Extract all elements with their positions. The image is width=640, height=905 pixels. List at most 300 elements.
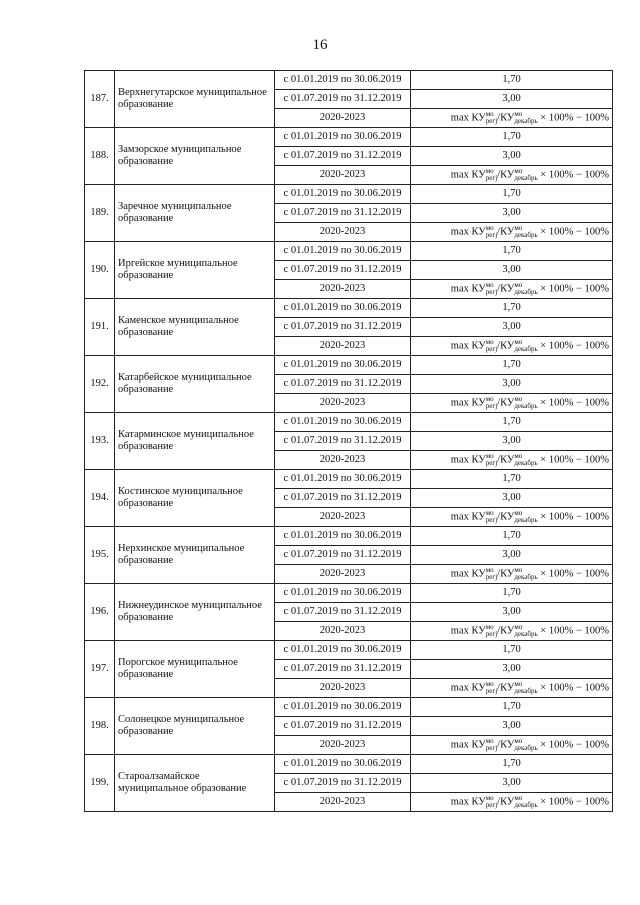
formula-sup-1: мо	[485, 566, 494, 574]
cell-v1: 1,70	[502, 644, 521, 655]
formula-sub-2: декабрь	[514, 288, 538, 296]
cell-v2: 3,00	[502, 663, 521, 674]
cell-name: Нерхинское муниципальное образование	[118, 543, 245, 566]
formula-sup-2: мо	[514, 395, 523, 403]
cell-name: Костинское муниципальное образование	[118, 486, 243, 509]
formula-index-1	[486, 681, 497, 695]
row-number	[85, 527, 115, 584]
formula-cell	[411, 679, 613, 698]
period-first-half	[275, 71, 411, 90]
formula-index-2	[514, 396, 537, 410]
formula-index-2	[514, 510, 537, 524]
formula-suffix: × 100% − 100%	[537, 511, 609, 523]
formula-suffix: × 100% − 100%	[537, 226, 609, 238]
formula-sub-1: регj	[485, 744, 498, 752]
cell-num: 199.	[90, 777, 109, 788]
value-second-half	[411, 318, 613, 337]
row-number	[85, 71, 115, 128]
formula-suffix: × 100% − 100%	[537, 340, 609, 352]
formula-sup-2: мо	[514, 167, 523, 175]
table-row	[85, 641, 613, 660]
cell-v1: 1,70	[502, 416, 521, 427]
period-second-half	[275, 717, 411, 736]
period-second-half	[275, 375, 411, 394]
formula-cell	[411, 565, 613, 584]
formula-index-1	[486, 282, 497, 296]
period-2020-2023	[275, 679, 411, 698]
cell-p3: 2020-2023	[319, 625, 366, 636]
formula-prefix: max КУ	[450, 739, 486, 751]
cell-p1: с 01.01.2019 по 30.06.2019	[283, 473, 402, 484]
formula-sub-2: декабрь	[514, 117, 538, 125]
formula-index-1	[486, 567, 497, 581]
formula-sub-2: декабрь	[514, 630, 538, 638]
municipality-name	[115, 242, 275, 299]
cell-p3: 2020-2023	[319, 739, 366, 750]
formula-prefix: max КУ	[450, 169, 486, 181]
formula-slash: /КУ	[497, 511, 515, 523]
formula-index-2	[514, 339, 537, 353]
formula-sub-2: декабрь	[514, 744, 538, 752]
value-first-half	[411, 527, 613, 546]
cell-p2: с 01.07.2019 по 31.12.2019	[283, 777, 402, 788]
cell-p2: с 01.07.2019 по 31.12.2019	[283, 606, 402, 617]
row-number	[85, 755, 115, 812]
cell-v1: 1,70	[502, 359, 521, 370]
row-number	[85, 698, 115, 755]
cell-num: 187.	[90, 93, 109, 104]
tariff-table-body	[85, 71, 613, 812]
formula-suffix: × 100% − 100%	[537, 169, 609, 181]
municipality-name	[115, 584, 275, 641]
formula-cell	[411, 337, 613, 356]
row-number	[85, 299, 115, 356]
period-second-half	[275, 204, 411, 223]
cell-name: Порогское муниципальное образование	[118, 657, 238, 680]
formula-suffix: × 100% − 100%	[537, 454, 609, 466]
municipality-name	[115, 71, 275, 128]
formula-sup-1: мо	[485, 623, 494, 631]
formula-sup-1: мо	[485, 110, 494, 118]
formula-index-1	[486, 168, 497, 182]
formula-index-2	[514, 795, 537, 809]
formula-sub-1: регj	[485, 402, 498, 410]
formula-slash: /КУ	[497, 112, 515, 124]
row-number	[85, 584, 115, 641]
formula-sup-1: мо	[485, 395, 494, 403]
formula-prefix: max КУ	[450, 796, 486, 808]
value-second-half	[411, 90, 613, 109]
formula-suffix: × 100% − 100%	[537, 397, 609, 409]
period-second-half	[275, 261, 411, 280]
formula-sub-1: регj	[485, 801, 498, 809]
value-first-half	[411, 641, 613, 660]
period-2020-2023	[275, 166, 411, 185]
cell-p2: с 01.07.2019 по 31.12.2019	[283, 435, 402, 446]
value-first-half	[411, 299, 613, 318]
formula-suffix: × 100% − 100%	[537, 625, 609, 637]
cell-v2: 3,00	[502, 492, 521, 503]
table-row	[85, 755, 613, 774]
table-row	[85, 698, 613, 717]
period-2020-2023	[275, 565, 411, 584]
cell-num: 198.	[90, 720, 109, 731]
municipality-name	[115, 698, 275, 755]
period-first-half	[275, 470, 411, 489]
formula-slash: /КУ	[497, 283, 515, 295]
period-2020-2023	[275, 337, 411, 356]
period-first-half	[275, 299, 411, 318]
tariff-table	[84, 70, 613, 812]
cell-p1: с 01.01.2019 по 30.06.2019	[283, 416, 402, 427]
period-2020-2023	[275, 622, 411, 641]
formula-suffix: × 100% − 100%	[537, 682, 609, 694]
row-number	[85, 242, 115, 299]
formula-suffix: × 100% − 100%	[537, 568, 609, 580]
formula-sub-2: декабрь	[514, 174, 538, 182]
cell-p3: 2020-2023	[319, 169, 366, 180]
cell-v2: 3,00	[502, 606, 521, 617]
cell-v2: 3,00	[502, 549, 521, 560]
formula-cell	[411, 223, 613, 242]
cell-p3: 2020-2023	[319, 796, 366, 807]
cell-p1: с 01.01.2019 по 30.06.2019	[283, 302, 402, 313]
cell-v1: 1,70	[502, 245, 521, 256]
formula-prefix: max КУ	[450, 454, 486, 466]
formula-sub-1: регj	[485, 573, 498, 581]
formula-sub-2: декабрь	[514, 231, 538, 239]
formula-sub-2: декабрь	[514, 345, 538, 353]
formula-cell	[411, 793, 613, 812]
formula-sub-2: декабрь	[514, 801, 538, 809]
formula-prefix: max КУ	[450, 511, 486, 523]
formula-sub-2: декабрь	[514, 459, 538, 467]
municipality-name	[115, 185, 275, 242]
formula-slash: /КУ	[497, 739, 515, 751]
formula-index-1	[486, 795, 497, 809]
formula-index-2	[514, 168, 537, 182]
value-second-half	[411, 717, 613, 736]
formula-index-1	[486, 111, 497, 125]
formula-index-1	[486, 396, 497, 410]
period-second-half	[275, 318, 411, 337]
table-row	[85, 299, 613, 318]
value-first-half	[411, 698, 613, 717]
formula-sup-1: мо	[485, 338, 494, 346]
formula-prefix: max КУ	[450, 283, 486, 295]
formula-slash: /КУ	[497, 796, 515, 808]
value-second-half	[411, 603, 613, 622]
formula-prefix: max КУ	[450, 568, 486, 580]
cell-p2: с 01.07.2019 по 31.12.2019	[283, 720, 402, 731]
formula-slash: /КУ	[497, 454, 515, 466]
page-number: 16	[312, 37, 328, 53]
value-first-half	[411, 755, 613, 774]
formula-sup-1: мо	[485, 167, 494, 175]
cell-p1: с 01.01.2019 по 30.06.2019	[283, 245, 402, 256]
cell-v2: 3,00	[502, 777, 521, 788]
cell-p2: с 01.07.2019 по 31.12.2019	[283, 93, 402, 104]
formula-sup-1: мо	[485, 794, 494, 802]
cell-v2: 3,00	[502, 207, 521, 218]
period-second-half	[275, 147, 411, 166]
formula-sup-2: мо	[514, 338, 523, 346]
formula-cell	[411, 394, 613, 413]
formula-index-2	[514, 624, 537, 638]
value-first-half	[411, 185, 613, 204]
formula-prefix: max КУ	[450, 112, 486, 124]
formula-sup-1: мо	[485, 281, 494, 289]
cell-num: 193.	[90, 435, 109, 446]
municipality-name	[115, 128, 275, 185]
formula-sup-2: мо	[514, 566, 523, 574]
formula-index-2	[514, 282, 537, 296]
cell-p3: 2020-2023	[319, 682, 366, 693]
cell-p1: с 01.01.2019 по 30.06.2019	[283, 530, 402, 541]
value-second-half	[411, 432, 613, 451]
formula-sub-1: регj	[485, 345, 498, 353]
table-row	[85, 527, 613, 546]
municipality-name	[115, 755, 275, 812]
cell-v1: 1,70	[502, 758, 521, 769]
period-second-half	[275, 603, 411, 622]
formula-suffix: × 100% − 100%	[537, 112, 609, 124]
table-row	[85, 470, 613, 489]
cell-p2: с 01.07.2019 по 31.12.2019	[283, 549, 402, 560]
formula-sub-2: декабрь	[514, 516, 538, 524]
cell-v1: 1,70	[502, 587, 521, 598]
cell-p3: 2020-2023	[319, 397, 366, 408]
cell-p1: с 01.01.2019 по 30.06.2019	[283, 188, 402, 199]
cell-v2: 3,00	[502, 720, 521, 731]
period-first-half	[275, 584, 411, 603]
period-first-half	[275, 698, 411, 717]
cell-num: 192.	[90, 378, 109, 389]
period-2020-2023	[275, 793, 411, 812]
cell-p2: с 01.07.2019 по 31.12.2019	[283, 663, 402, 674]
formula-slash: /КУ	[497, 568, 515, 580]
formula-suffix: × 100% − 100%	[537, 796, 609, 808]
cell-num: 196.	[90, 606, 109, 617]
period-first-half	[275, 755, 411, 774]
table-row	[85, 356, 613, 375]
formula-sub-2: декабрь	[514, 573, 538, 581]
formula-index-2	[514, 567, 537, 581]
cell-p1: с 01.01.2019 по 30.06.2019	[283, 701, 402, 712]
cell-name: Катарбейское муниципальное образование	[118, 372, 252, 395]
formula-sub-1: регj	[485, 231, 498, 239]
formula-index-2	[514, 738, 537, 752]
formula-sup-2: мо	[514, 281, 523, 289]
cell-name: Катарминское муниципальное образование	[118, 429, 254, 452]
formula-slash: /КУ	[497, 226, 515, 238]
value-second-half	[411, 774, 613, 793]
period-2020-2023	[275, 223, 411, 242]
value-second-half	[411, 147, 613, 166]
formula-slash: /КУ	[497, 625, 515, 637]
period-first-half	[275, 641, 411, 660]
formula-sub-1: регj	[485, 516, 498, 524]
cell-num: 195.	[90, 549, 109, 560]
row-number	[85, 356, 115, 413]
cell-name: Заречное муниципальное образование	[118, 201, 232, 224]
cell-num: 190.	[90, 264, 109, 275]
cell-p3: 2020-2023	[319, 112, 366, 123]
cell-p3: 2020-2023	[319, 340, 366, 351]
formula-slash: /КУ	[497, 169, 515, 181]
formula-sup-2: мо	[514, 110, 523, 118]
table-row	[85, 128, 613, 147]
period-second-half	[275, 774, 411, 793]
formula-index-1	[486, 453, 497, 467]
municipality-name	[115, 527, 275, 584]
period-first-half	[275, 185, 411, 204]
cell-v2: 3,00	[502, 264, 521, 275]
cell-p2: с 01.07.2019 по 31.12.2019	[283, 321, 402, 332]
municipality-name	[115, 413, 275, 470]
cell-p1: с 01.01.2019 по 30.06.2019	[283, 131, 402, 142]
cell-p3: 2020-2023	[319, 283, 366, 294]
formula-sub-1: регj	[485, 687, 498, 695]
cell-name: Нижнеудинское муниципальное образование	[118, 600, 262, 623]
formula-sub-2: декабрь	[514, 402, 538, 410]
cell-p2: с 01.07.2019 по 31.12.2019	[283, 207, 402, 218]
value-second-half	[411, 546, 613, 565]
value-first-half	[411, 128, 613, 147]
cell-p2: с 01.07.2019 по 31.12.2019	[283, 378, 402, 389]
formula-sup-2: мо	[514, 794, 523, 802]
formula-slash: /КУ	[497, 682, 515, 694]
period-2020-2023	[275, 394, 411, 413]
cell-p3: 2020-2023	[319, 511, 366, 522]
cell-name: Солонецкое муниципальное образование	[118, 714, 245, 737]
table-row	[85, 413, 613, 432]
cell-name: Верхнегутарское муниципальное образование	[118, 87, 267, 110]
formula-index-2	[514, 111, 537, 125]
formula-sup-1: мо	[485, 509, 494, 517]
value-first-half	[411, 242, 613, 261]
cell-name: Староалзамайское муниципальное образование	[118, 771, 247, 794]
value-second-half	[411, 204, 613, 223]
formula-cell	[411, 280, 613, 299]
formula-index-2	[514, 225, 537, 239]
period-2020-2023	[275, 109, 411, 128]
municipality-name	[115, 356, 275, 413]
cell-name: Каменское муниципальное образование	[118, 315, 239, 338]
cell-p1: с 01.01.2019 по 30.06.2019	[283, 644, 402, 655]
formula-suffix: × 100% − 100%	[537, 283, 609, 295]
row-number	[85, 128, 115, 185]
formula-cell	[411, 736, 613, 755]
cell-v1: 1,70	[502, 530, 521, 541]
value-second-half	[411, 375, 613, 394]
formula-sup-2: мо	[514, 737, 523, 745]
period-second-half	[275, 660, 411, 679]
cell-v1: 1,70	[502, 701, 521, 712]
formula-prefix: max КУ	[450, 397, 486, 409]
value-first-half	[411, 584, 613, 603]
formula-sup-1: мо	[485, 452, 494, 460]
table-row	[85, 185, 613, 204]
period-2020-2023	[275, 451, 411, 470]
formula-slash: /КУ	[497, 397, 515, 409]
formula-prefix: max КУ	[450, 340, 486, 352]
formula-sub-1: регj	[485, 288, 498, 296]
cell-p1: с 01.01.2019 по 30.06.2019	[283, 74, 402, 85]
formula-index-1	[486, 738, 497, 752]
municipality-name	[115, 641, 275, 698]
formula-cell	[411, 508, 613, 527]
formula-index-1	[486, 624, 497, 638]
period-first-half	[275, 128, 411, 147]
value-second-half	[411, 489, 613, 508]
formula-cell	[411, 166, 613, 185]
period-first-half	[275, 356, 411, 375]
formula-sup-2: мо	[514, 509, 523, 517]
cell-num: 188.	[90, 150, 109, 161]
row-number	[85, 413, 115, 470]
value-first-half	[411, 356, 613, 375]
formula-prefix: max КУ	[450, 682, 486, 694]
cell-v1: 1,70	[502, 131, 521, 142]
cell-p3: 2020-2023	[319, 568, 366, 579]
value-second-half	[411, 261, 613, 280]
formula-index-2	[514, 453, 537, 467]
row-number	[85, 470, 115, 527]
period-first-half	[275, 527, 411, 546]
cell-p1: с 01.01.2019 по 30.06.2019	[283, 359, 402, 370]
period-2020-2023	[275, 508, 411, 527]
formula-index-1	[486, 510, 497, 524]
cell-v1: 1,70	[502, 473, 521, 484]
cell-p2: с 01.07.2019 по 31.12.2019	[283, 150, 402, 161]
row-number	[85, 641, 115, 698]
period-second-half	[275, 546, 411, 565]
formula-sub-1: регj	[485, 630, 498, 638]
cell-v1: 1,70	[502, 302, 521, 313]
cell-v2: 3,00	[502, 150, 521, 161]
cell-v1: 1,70	[502, 188, 521, 199]
period-second-half	[275, 432, 411, 451]
value-first-half	[411, 470, 613, 489]
formula-sub-2: декабрь	[514, 687, 538, 695]
municipality-name	[115, 470, 275, 527]
table-row	[85, 71, 613, 90]
cell-p2: с 01.07.2019 по 31.12.2019	[283, 492, 402, 503]
formula-slash: /КУ	[497, 340, 515, 352]
cell-v2: 3,00	[502, 93, 521, 104]
formula-index-2	[514, 681, 537, 695]
formula-prefix: max КУ	[450, 226, 486, 238]
cell-p1: с 01.01.2019 по 30.06.2019	[283, 758, 402, 769]
cell-name: Иргейское муниципальное образование	[118, 258, 238, 281]
table-row	[85, 242, 613, 261]
formula-sup-1: мо	[485, 680, 494, 688]
formula-sub-1: регj	[485, 459, 498, 467]
cell-p2: с 01.07.2019 по 31.12.2019	[283, 264, 402, 275]
period-first-half	[275, 413, 411, 432]
value-first-half	[411, 71, 613, 90]
formula-sup-2: мо	[514, 224, 523, 232]
period-first-half	[275, 242, 411, 261]
formula-suffix: × 100% − 100%	[537, 739, 609, 751]
formula-index-1	[486, 339, 497, 353]
cell-num: 194.	[90, 492, 109, 503]
cell-name: Замзорское муниципальное образование	[118, 144, 242, 167]
formula-sup-2: мо	[514, 623, 523, 631]
value-second-half	[411, 660, 613, 679]
cell-num: 189.	[90, 207, 109, 218]
